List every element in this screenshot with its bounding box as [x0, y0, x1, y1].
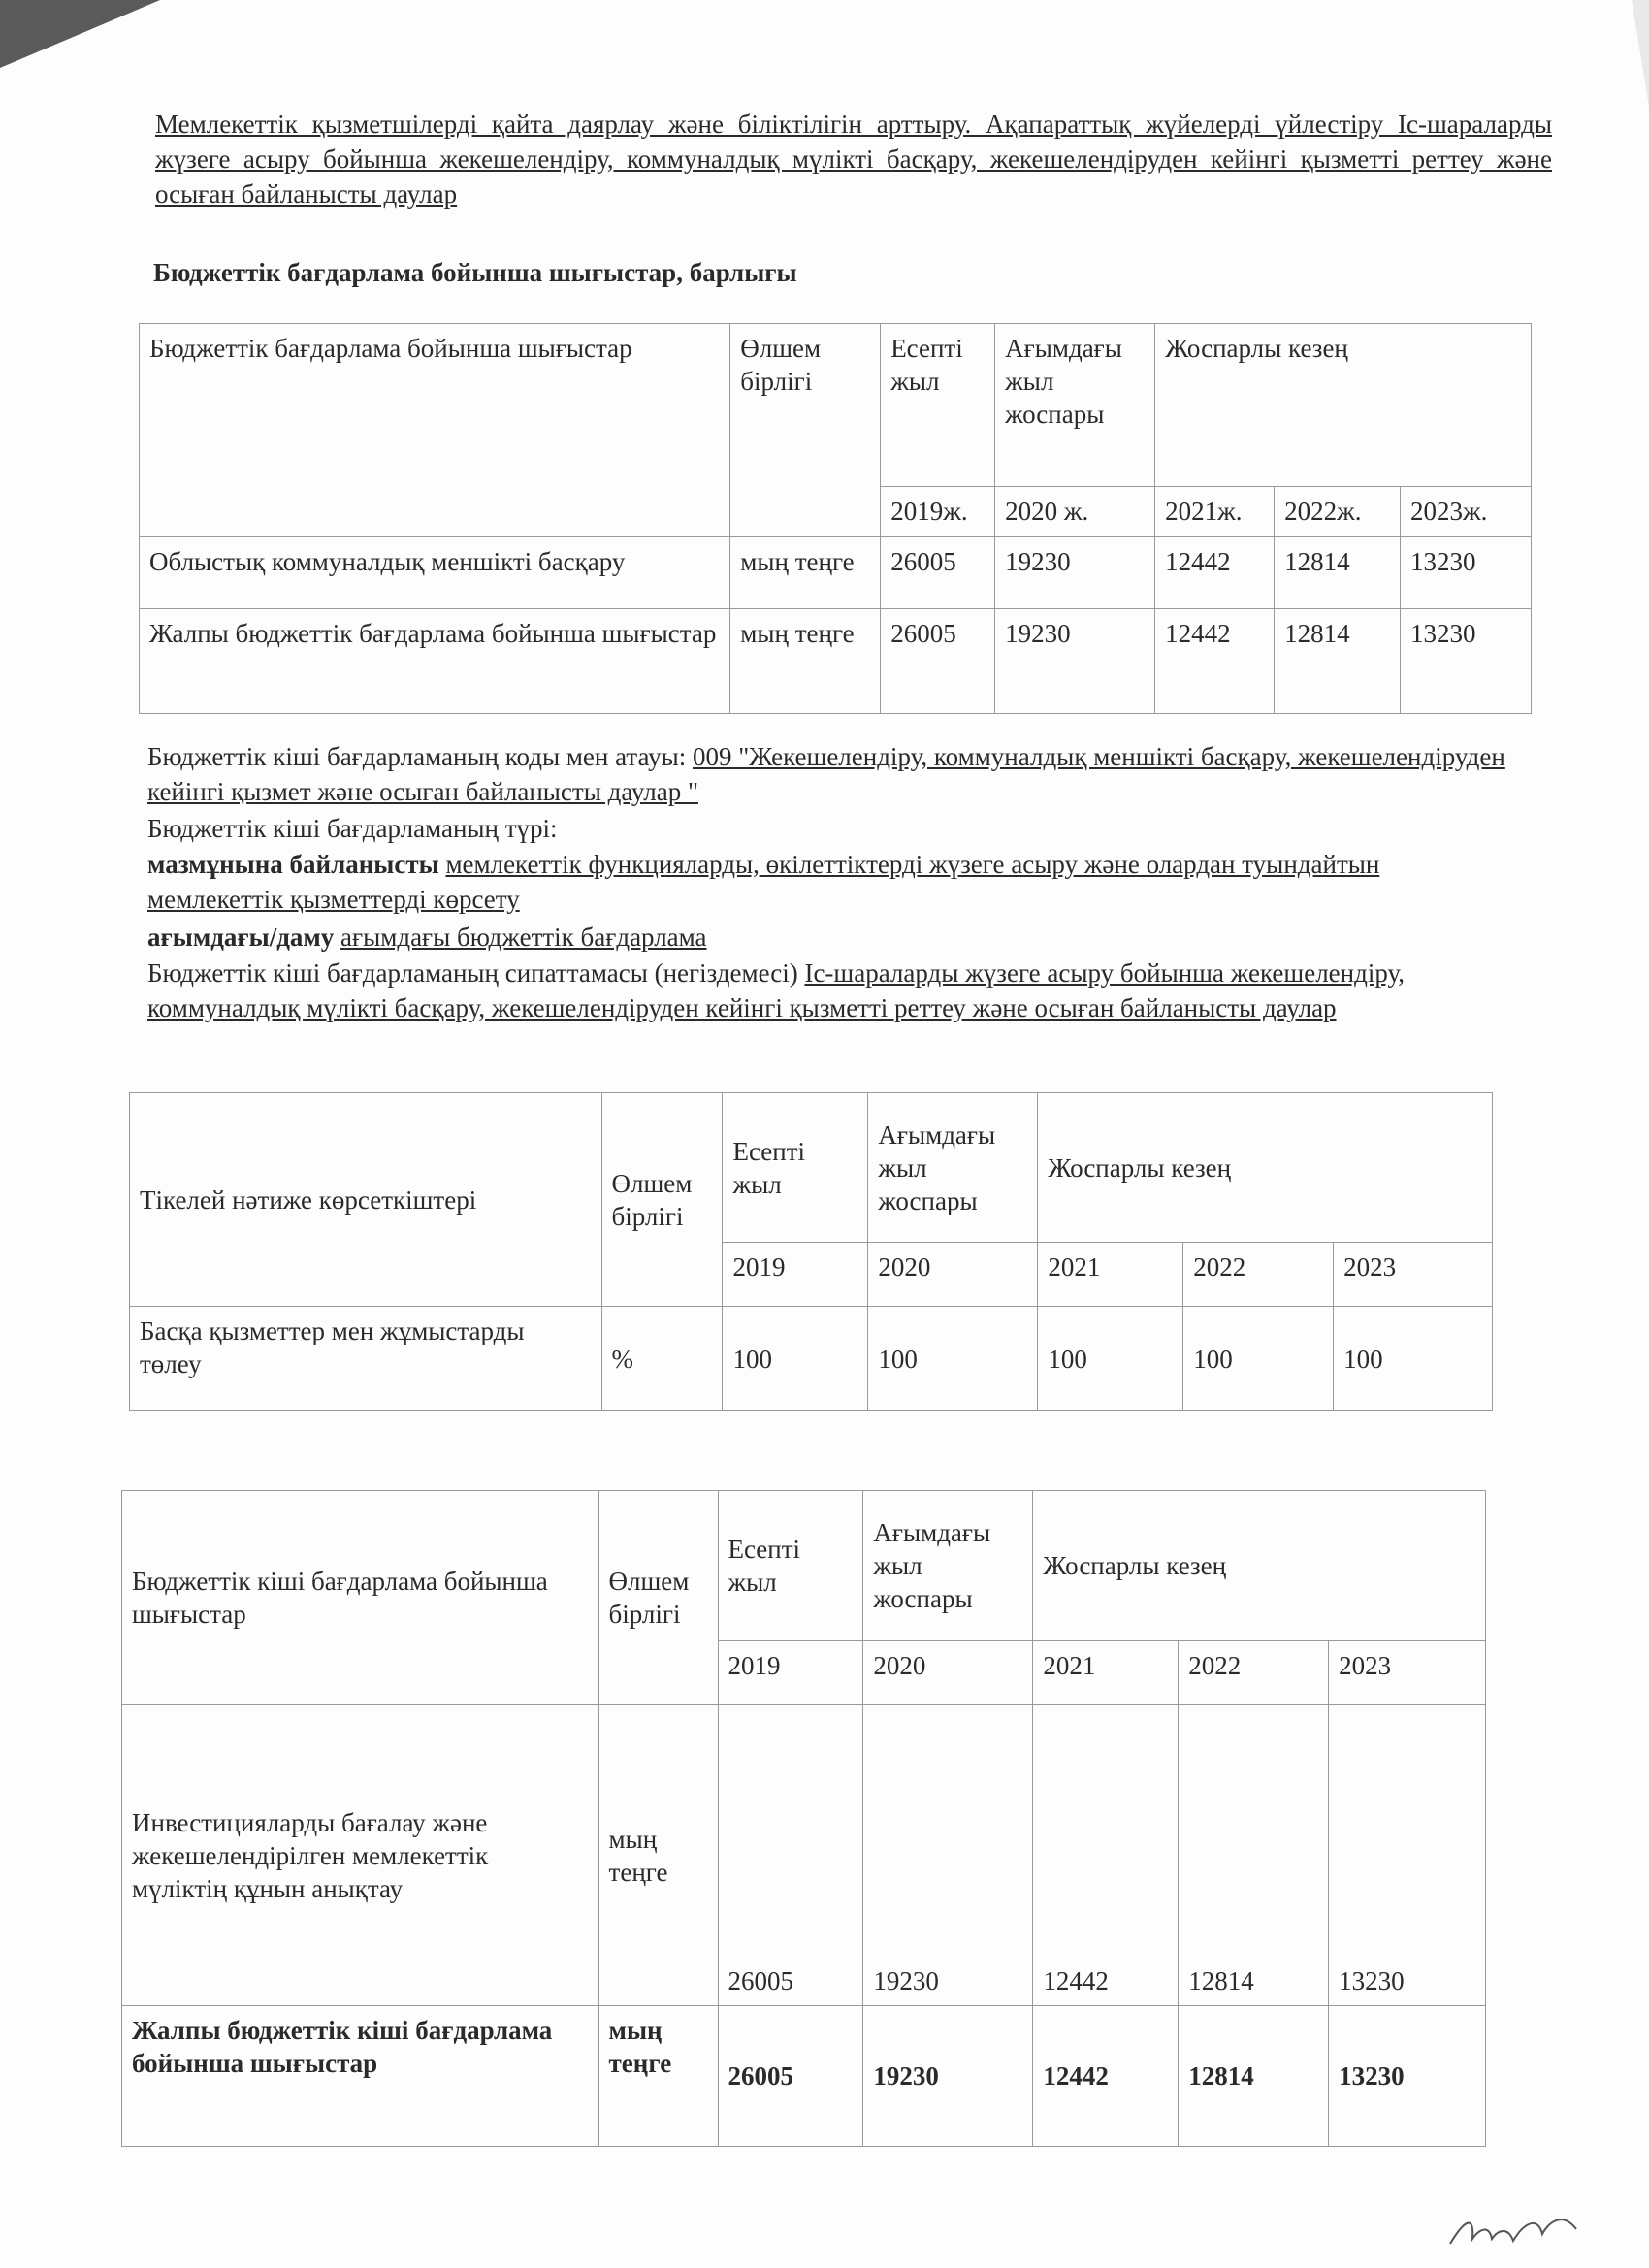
row-value: 19230 [863, 2006, 1033, 2147]
row-unit: мың теңге [730, 609, 881, 714]
year-cell: 2022 [1179, 1641, 1329, 1705]
header-indicators: Тікелей нәтиже көрсеткіштері [130, 1093, 602, 1307]
year-cell: 2020 [863, 1641, 1033, 1705]
content-value: мемлекеттік функцияларды, өкілеттіктерді жүзеге асыру және олардан туындайтын мемлекеттік қызметтерді көрсету [147, 850, 1380, 914]
handwritten-signature [1445, 2200, 1581, 2258]
row-value: 12814 [1275, 609, 1401, 714]
row-name: Облыстық коммуналдық меншікті басқару [140, 537, 730, 609]
header-current-plan: Ағымдағы жыл жоспары [868, 1093, 1038, 1243]
content-label: мазмұнына байланысты [147, 850, 446, 879]
year-cell: 2020 [868, 1243, 1038, 1307]
subprogram-current [147, 920, 1505, 955]
row-unit: мың теңге [730, 537, 881, 609]
current-value: ағымдағы бюджеттік бағдарлама [340, 923, 707, 952]
row-name: Басқа қызметтер мен жұмыстарды төлеу [130, 1307, 602, 1411]
row-value: 12814 [1275, 537, 1401, 609]
header-planned-period: Жоспарлы кезең [1038, 1093, 1493, 1243]
row-value: 100 [868, 1307, 1038, 1411]
year-cell: 2020 ж. [995, 487, 1155, 537]
section-heading: Бюджеттік бағдарлама бойынша шығыстар, барлығы [153, 258, 797, 287]
year-cell: 2022ж. [1275, 487, 1401, 537]
row-unit: мың теңге [598, 2006, 718, 2147]
year-cell: 2023 [1329, 1641, 1486, 1705]
subprogram-code [147, 739, 1505, 809]
header-unit: Өлшем бірлігі [601, 1093, 723, 1307]
description-value: Іс-шараларды жүзеге асыру бойынша жекешелендіру, коммуналдық мүлікті басқару, жекешелендіруден кейінгі қызметті реттеу және осыған байланысты даулар [147, 958, 1406, 1022]
subprogram-code-value: 009 "Жекешелендіру, коммуналдық меншікті басқару, жекешелендіруден кейінгі қызмет және осыған байланысты даулар " [147, 742, 1505, 806]
header-current-plan: Ағымдағы жыл жоспары [863, 1491, 1033, 1641]
row-value: 12442 [1155, 537, 1275, 609]
row-value: 100 [1334, 1307, 1493, 1411]
table-row [140, 609, 1532, 714]
row-value: 26005 [881, 609, 995, 714]
row-value: 12442 [1155, 609, 1275, 714]
row-value: 13230 [1401, 609, 1532, 714]
row-value: 13230 [1329, 2006, 1486, 2147]
year-cell: 2022 [1183, 1243, 1334, 1307]
table-row [140, 537, 1532, 609]
current-label: ағымдағы/даму [147, 923, 335, 952]
row-value: 12442 [1033, 1705, 1179, 2006]
header-unit: Өлшем бірлігі [730, 324, 881, 537]
year-cell: 2019 [718, 1641, 863, 1705]
row-name: Жалпы бюджеттік бағдарлама бойынша шығыстар [140, 609, 730, 714]
year-cell: 2023ж. [1401, 487, 1532, 537]
row-value: 19230 [995, 537, 1155, 609]
row-value: 13230 [1401, 537, 1532, 609]
row-name: Инвестицияларды бағалау және жекешелендірілген мемлекеттік мүліктің құнын анықтау [122, 1705, 599, 2006]
row-value: 100 [723, 1307, 868, 1411]
header-report-year: Есепті жыл [881, 324, 995, 487]
row-unit: % [601, 1307, 723, 1411]
subprogram-type: Бюджеттік кіші бағдарламаның түрі: [147, 814, 558, 843]
row-value: 100 [1038, 1307, 1183, 1411]
header-current-plan: Ағымдағы жыл жоспары [995, 324, 1155, 487]
header-report-year: Есепті жыл [723, 1093, 868, 1243]
year-cell: 2023 [1334, 1243, 1493, 1307]
year-cell: 2019ж. [881, 487, 995, 537]
year-cell: 2021ж. [1155, 487, 1275, 537]
header-planned-period: Жоспарлы кезең [1033, 1491, 1486, 1641]
year-cell: 2019 [723, 1243, 868, 1307]
header-report-year: Есепті жыл [718, 1491, 863, 1641]
table-row [130, 1307, 1493, 1411]
row-value: 13230 [1329, 1705, 1486, 2006]
subprogram-code-label: Бюджеттік кіші бағдарламаның коды мен атауы: [147, 742, 694, 771]
description-label: Бюджеттік кіші бағдарламаның сипаттамасы (негіздемесі) [147, 958, 805, 988]
subprogram-description [147, 956, 1505, 1025]
header-planned-period: Жоспарлы кезең [1155, 324, 1532, 487]
table-row [122, 1705, 1486, 2006]
subprogram-content [147, 847, 1505, 917]
year-cell: 2021 [1033, 1641, 1179, 1705]
subprogram-expenses-table [121, 1490, 1486, 2147]
program-expenses-table [139, 323, 1532, 714]
year-cell: 2021 [1038, 1243, 1183, 1307]
row-value: 12442 [1033, 2006, 1179, 2147]
row-value: 26005 [718, 2006, 863, 2147]
row-value: 100 [1183, 1307, 1334, 1411]
header-expenses: Бюджеттік бағдарлама бойынша шығыстар [140, 324, 730, 537]
row-value: 19230 [863, 1705, 1033, 2006]
header-expenses: Бюджеттік кіші бағдарлама бойынша шығыстар [122, 1491, 599, 1705]
row-value: 26005 [718, 1705, 863, 2006]
direct-results-table [129, 1092, 1493, 1411]
row-name: Жалпы бюджеттік кіші бағдарлама бойынша шығыстар [122, 2006, 599, 2147]
row-value: 12814 [1179, 2006, 1329, 2147]
scan-dark-corner [0, 0, 160, 68]
row-value: 19230 [995, 609, 1155, 714]
row-unit: мың теңге [598, 1705, 718, 2006]
total-row [122, 2006, 1486, 2147]
scan-edge-shadow [1632, 0, 1649, 107]
row-value: 26005 [881, 537, 995, 609]
header-unit: Өлшем бірлігі [598, 1491, 718, 1705]
row-value: 12814 [1179, 1705, 1329, 2006]
intro-paragraph: Мемлекеттік қызметшілерді қайта даярлау және біліктілігін арттыру. Ақапараттық жүйелерді үйлестіру Іс-шараларды жүзеге асыру бойынша жекешелендіру, коммуналдық мүлікті басқару, жекешелендіруден кейінгі қызметті реттеу және осыған байланысты даулар [155, 110, 1552, 209]
